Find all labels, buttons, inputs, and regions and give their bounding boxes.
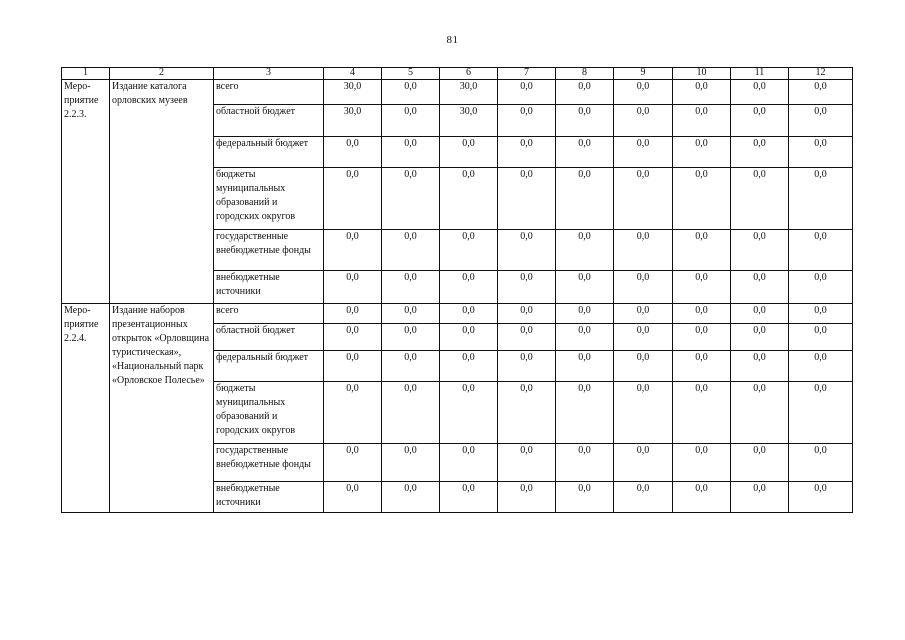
value-cell: 0,0 bbox=[324, 382, 382, 444]
value-cell: 0,0 bbox=[440, 351, 498, 382]
funding-source-cell: государственные внебюджетные фонды bbox=[214, 444, 324, 482]
value-cell: 0,0 bbox=[382, 482, 440, 513]
value-cell: 0,0 bbox=[498, 324, 556, 351]
value-cell: 0,0 bbox=[498, 351, 556, 382]
page-number: 81 bbox=[446, 34, 459, 46]
value-cell: 0,0 bbox=[440, 482, 498, 513]
column-header: 11 bbox=[731, 68, 789, 80]
value-cell: 0,0 bbox=[789, 304, 853, 324]
value-cell: 0,0 bbox=[498, 382, 556, 444]
value-cell: 0,0 bbox=[382, 230, 440, 271]
value-cell: 0,0 bbox=[556, 444, 614, 482]
value-cell: 0,0 bbox=[614, 351, 673, 382]
value-cell: 0,0 bbox=[731, 382, 789, 444]
funding-source-cell: областной бюджет bbox=[214, 105, 324, 137]
funding-source-cell: бюджеты муниципальных образований и городских округов bbox=[214, 168, 324, 230]
value-cell: 0,0 bbox=[556, 382, 614, 444]
value-cell: 0,0 bbox=[556, 105, 614, 137]
funding-source-cell: бюджеты муниципальных образований и городских округов bbox=[214, 382, 324, 444]
value-cell: 0,0 bbox=[556, 482, 614, 513]
column-header: 10 bbox=[673, 68, 731, 80]
value-cell: 0,0 bbox=[382, 137, 440, 168]
value-cell: 0,0 bbox=[324, 230, 382, 271]
value-cell: 0,0 bbox=[731, 137, 789, 168]
value-cell: 0,0 bbox=[731, 168, 789, 230]
value-cell: 0,0 bbox=[498, 137, 556, 168]
funding-source-cell: областной бюджет bbox=[214, 324, 324, 351]
column-header: 9 bbox=[614, 68, 673, 80]
value-cell: 0,0 bbox=[614, 105, 673, 137]
value-cell: 0,0 bbox=[440, 444, 498, 482]
funding-source-cell: внебюджетные источники bbox=[214, 271, 324, 304]
value-cell: 0,0 bbox=[556, 271, 614, 304]
funding-source-cell: всего bbox=[214, 80, 324, 105]
value-cell: 0,0 bbox=[614, 168, 673, 230]
value-cell: 0,0 bbox=[731, 444, 789, 482]
value-cell: 0,0 bbox=[382, 168, 440, 230]
value-cell: 0,0 bbox=[673, 324, 731, 351]
value-cell: 0,0 bbox=[440, 304, 498, 324]
value-cell: 30,0 bbox=[324, 80, 382, 105]
value-cell: 0,0 bbox=[731, 105, 789, 137]
value-cell: 0,0 bbox=[498, 271, 556, 304]
value-cell: 30,0 bbox=[324, 105, 382, 137]
table-row bbox=[62, 304, 853, 324]
value-cell: 0,0 bbox=[673, 168, 731, 230]
value-cell: 0,0 bbox=[498, 304, 556, 324]
value-cell: 0,0 bbox=[556, 324, 614, 351]
value-cell: 0,0 bbox=[440, 382, 498, 444]
value-cell: 0,0 bbox=[789, 105, 853, 137]
value-cell: 0,0 bbox=[440, 324, 498, 351]
value-cell: 0,0 bbox=[789, 271, 853, 304]
table-header-row bbox=[62, 68, 853, 80]
value-cell: 30,0 bbox=[440, 105, 498, 137]
value-cell: 0,0 bbox=[614, 304, 673, 324]
value-cell: 0,0 bbox=[498, 105, 556, 137]
value-cell: 0,0 bbox=[731, 351, 789, 382]
value-cell: 0,0 bbox=[324, 444, 382, 482]
value-cell: 0,0 bbox=[382, 324, 440, 351]
event-title-cell: Издание наборов презентационных открыток «Орловщина туристическая», «Национальный парк «Орловское Полесье» bbox=[110, 304, 214, 513]
value-cell: 0,0 bbox=[673, 351, 731, 382]
value-cell: 0,0 bbox=[382, 105, 440, 137]
value-cell: 0,0 bbox=[382, 351, 440, 382]
column-header: 8 bbox=[556, 68, 614, 80]
column-header: 3 bbox=[214, 68, 324, 80]
funding-source-cell: внебюджетные источники bbox=[214, 482, 324, 513]
value-cell: 0,0 bbox=[324, 324, 382, 351]
value-cell: 0,0 bbox=[789, 382, 853, 444]
value-cell: 0,0 bbox=[614, 324, 673, 351]
value-cell: 0,0 bbox=[498, 482, 556, 513]
funding-source-cell: государственные внебюджетные фонды bbox=[214, 230, 324, 271]
table-row bbox=[62, 80, 853, 105]
funding-source-cell: всего bbox=[214, 304, 324, 324]
value-cell: 0,0 bbox=[382, 271, 440, 304]
value-cell: 0,0 bbox=[498, 168, 556, 230]
table-body bbox=[62, 80, 853, 513]
funding-source-cell: федеральный бюджет bbox=[214, 351, 324, 382]
event-code-line: приятие bbox=[64, 95, 99, 106]
value-cell: 0,0 bbox=[731, 80, 789, 105]
value-cell: 0,0 bbox=[324, 271, 382, 304]
value-cell: 0,0 bbox=[731, 230, 789, 271]
value-cell: 0,0 bbox=[673, 444, 731, 482]
value-cell: 0,0 bbox=[614, 230, 673, 271]
value-cell: 0,0 bbox=[789, 168, 853, 230]
value-cell: 0,0 bbox=[731, 324, 789, 351]
value-cell: 0,0 bbox=[614, 382, 673, 444]
value-cell: 0,0 bbox=[789, 80, 853, 105]
value-cell: 0,0 bbox=[614, 444, 673, 482]
value-cell: 0,0 bbox=[556, 137, 614, 168]
column-header: 2 bbox=[110, 68, 214, 80]
value-cell: 0,0 bbox=[731, 304, 789, 324]
value-cell: 0,0 bbox=[556, 80, 614, 105]
value-cell: 0,0 bbox=[440, 230, 498, 271]
value-cell: 0,0 bbox=[673, 382, 731, 444]
value-cell: 30,0 bbox=[440, 80, 498, 105]
value-cell: 0,0 bbox=[556, 230, 614, 271]
value-cell: 0,0 bbox=[673, 105, 731, 137]
event-code-line: Меро- bbox=[64, 81, 91, 92]
value-cell: 0,0 bbox=[324, 168, 382, 230]
value-cell: 0,0 bbox=[731, 482, 789, 513]
value-cell: 0,0 bbox=[673, 80, 731, 105]
value-cell: 0,0 bbox=[498, 444, 556, 482]
event-code-line: приятие bbox=[64, 319, 99, 330]
event-code-line: 2.2.3. bbox=[64, 109, 87, 120]
value-cell: 0,0 bbox=[614, 137, 673, 168]
value-cell: 0,0 bbox=[789, 230, 853, 271]
value-cell: 0,0 bbox=[324, 137, 382, 168]
value-cell: 0,0 bbox=[789, 444, 853, 482]
value-cell: 0,0 bbox=[324, 351, 382, 382]
value-cell: 0,0 bbox=[789, 137, 853, 168]
value-cell: 0,0 bbox=[324, 304, 382, 324]
value-cell: 0,0 bbox=[673, 304, 731, 324]
value-cell: 0,0 bbox=[556, 351, 614, 382]
event-title-cell: Издание каталога орловских музеев bbox=[110, 80, 214, 304]
budget-table bbox=[61, 67, 853, 513]
value-cell: 0,0 bbox=[789, 482, 853, 513]
value-cell: 0,0 bbox=[614, 271, 673, 304]
column-header: 1 bbox=[62, 68, 110, 80]
value-cell: 0,0 bbox=[324, 482, 382, 513]
value-cell: 0,0 bbox=[556, 304, 614, 324]
column-header: 7 bbox=[498, 68, 556, 80]
column-header: 5 bbox=[382, 68, 440, 80]
value-cell: 0,0 bbox=[731, 271, 789, 304]
value-cell: 0,0 bbox=[382, 382, 440, 444]
value-cell: 0,0 bbox=[440, 271, 498, 304]
value-cell: 0,0 bbox=[673, 271, 731, 304]
value-cell: 0,0 bbox=[382, 80, 440, 105]
value-cell: 0,0 bbox=[556, 168, 614, 230]
value-cell: 0,0 bbox=[382, 444, 440, 482]
value-cell: 0,0 bbox=[614, 80, 673, 105]
value-cell: 0,0 bbox=[614, 482, 673, 513]
value-cell: 0,0 bbox=[789, 324, 853, 351]
event-code-cell bbox=[62, 80, 110, 304]
event-code-line: 2.2.4. bbox=[64, 333, 87, 344]
funding-source-cell: федеральный бюджет bbox=[214, 137, 324, 168]
value-cell: 0,0 bbox=[440, 168, 498, 230]
column-header: 4 bbox=[324, 68, 382, 80]
event-code-cell bbox=[62, 304, 110, 513]
value-cell: 0,0 bbox=[789, 351, 853, 382]
value-cell: 0,0 bbox=[382, 304, 440, 324]
value-cell: 0,0 bbox=[673, 137, 731, 168]
value-cell: 0,0 bbox=[498, 230, 556, 271]
value-cell: 0,0 bbox=[673, 230, 731, 271]
value-cell: 0,0 bbox=[440, 137, 498, 168]
column-header: 12 bbox=[789, 68, 853, 80]
event-code-line: Меро- bbox=[64, 305, 91, 316]
value-cell: 0,0 bbox=[673, 482, 731, 513]
column-header: 6 bbox=[440, 68, 498, 80]
value-cell: 0,0 bbox=[498, 80, 556, 105]
